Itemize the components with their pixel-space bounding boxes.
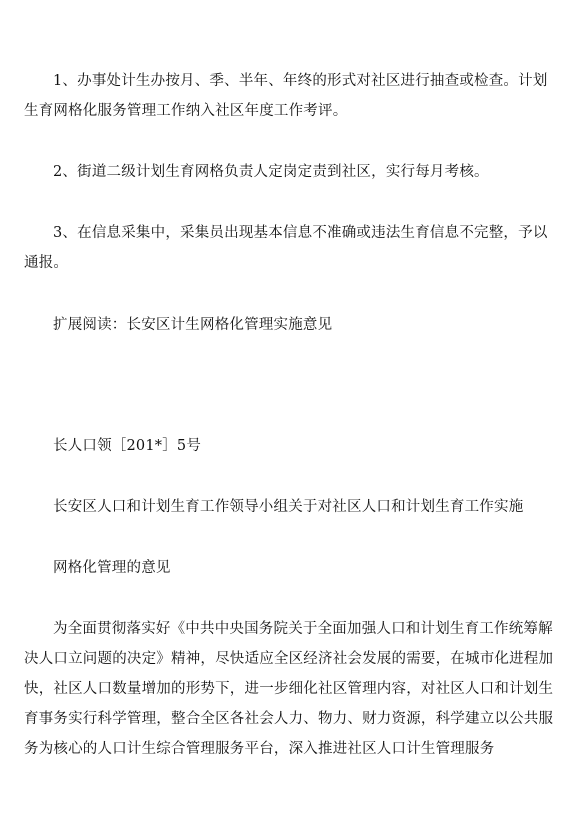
paragraph-inspection: 1、办事处计生办按月、季、半年、年终的形式对社区进行抽查或检查。计划生育网格化服务管理工作纳入社区年度工作考评。 — [24, 73, 548, 119]
document-number: 长人口领［201*］5号 — [53, 438, 202, 454]
document-title-line-1: 长安区人口和计划生育工作领导小组关于对社区人口和计划生育工作实施 — [53, 499, 524, 515]
paragraph-grid-responsibility: 2、街道二级计划生育网格负责人定岗定责到社区，实行每月考核。 — [53, 164, 489, 180]
extended-reading-heading: 扩展阅读：长安区计生网格化管理实施意见 — [53, 317, 333, 333]
paragraph-information-collection: 3、在信息采集中，采集员出现基本信息不准确或违法生育信息不完整，予以通报。 — [24, 225, 548, 271]
paragraph-introduction: 为全面贯彻落实好《中共中央国务院关于全面加强人口和计划生育工作统筹解决人口立问题的决定》精神，尽快适应全区经济社会发展的需要，在城市化进程加快，社区人口数量增加的形势下，进一步细化社区管理内容，对社区人口和计划生育事务实行科学管理，整合全区各社会人力、物力、财力资源，科学建立以公共服务为核心的人口计生综合管理服务平台，深入推进社区人口计生管理服务 — [24, 621, 554, 757]
document-title-line-2: 网格化管理的意见 — [53, 560, 171, 576]
